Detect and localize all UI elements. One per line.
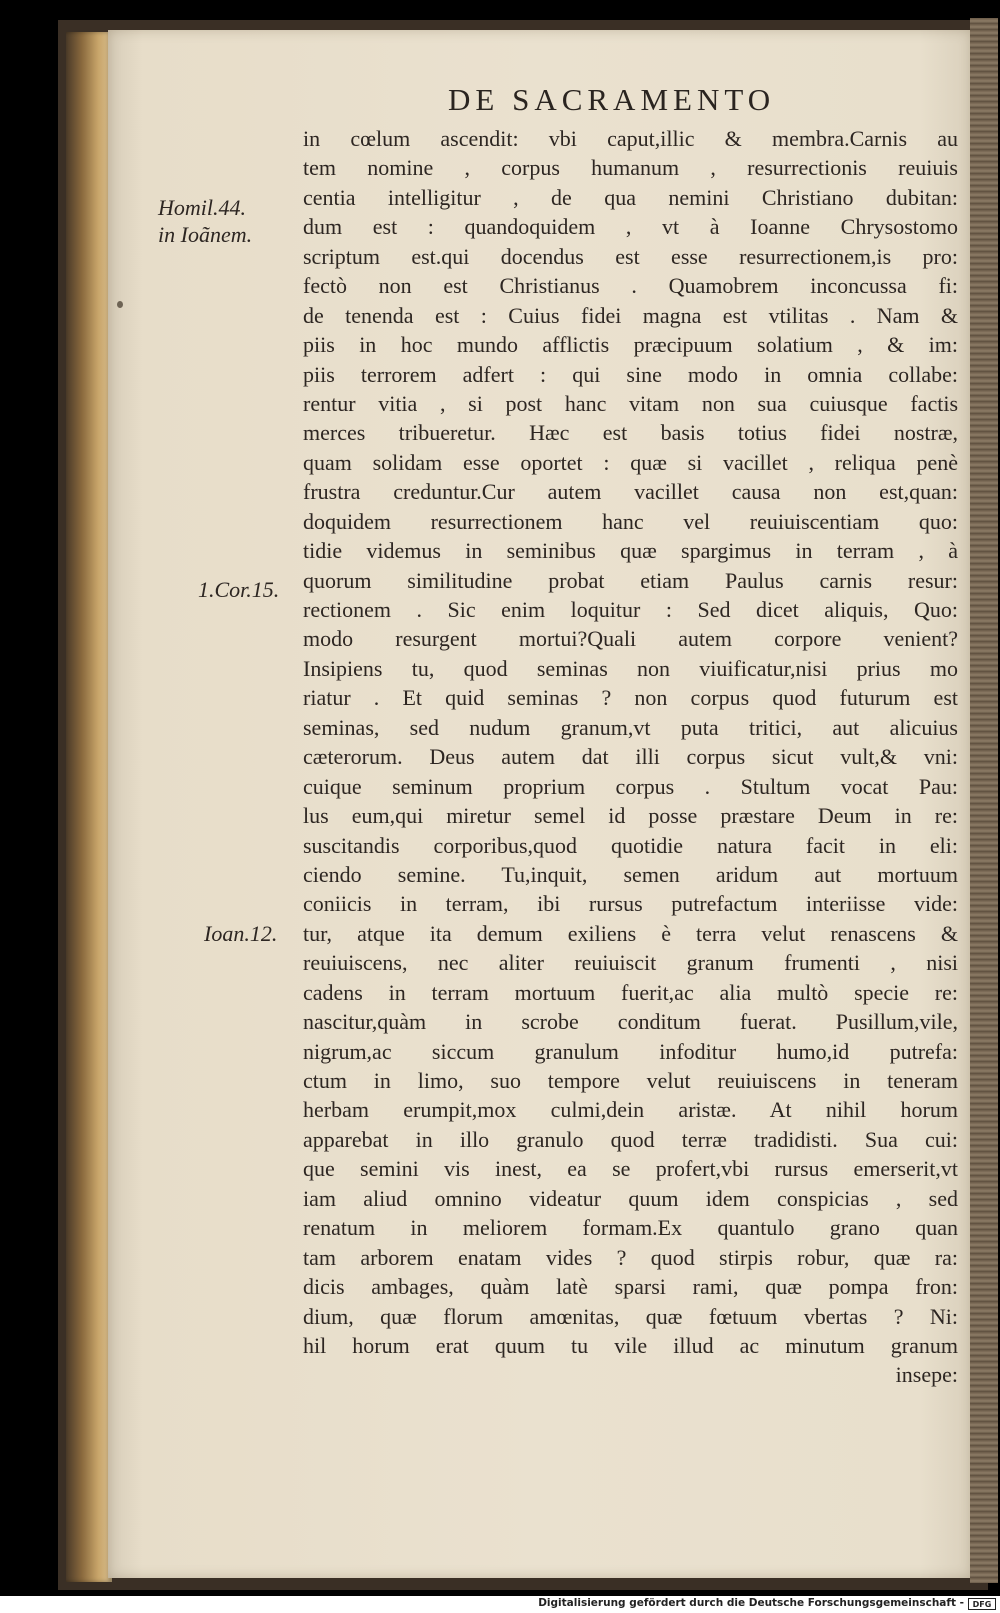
text-line: centia intelligitur , de qua nemini Christiano dubitan: [303,184,958,210]
text-line: tidie videmus in seminibus quæ spargimus in terram , à [303,538,958,564]
text-line: hil horum erat quum tu vile illud ac minutum granum [303,1332,958,1358]
text-line: ctum in limo, suo tempore velut reuiuiscens in teneram [303,1068,958,1093]
text-line: herbam erumpit,mox culmi,dein aristæ. At nihil horum [303,1097,958,1123]
body-text [303,124,958,1390]
text-line: ciendo semine. Tu,inquit, semen aridum aut mortuum [303,861,958,887]
text-line: merces tribueretur. Hæc est basis totius fidei nostræ, [303,420,958,446]
text-line: in cœlum ascendit: vbi caput,illic & membra.Carnis au [303,126,958,151]
text-line: cæterorum. Deus autem dat illi corpus sicut vult,& vni: [303,744,958,770]
text-line: Insipiens tu, quod seminas non viuificatur,nisi prius mo [303,655,958,681]
page-fore-edge [66,32,112,1582]
text-line: doquidem resurrectionem hanc vel reuiuiscentiam quo: [303,508,958,534]
text-line: cuique seminum proprium corpus . Stultum vocat Pau: [303,773,958,799]
text-line: cadens in terram mortuum fuerit,ac alia multò specie re: [303,979,958,1005]
text-line: dium, quæ florum amœnitas, quæ fœtuum vbertas ? Ni: [303,1303,958,1329]
text-line: fectò non est Christianus . Quamobrem inconcussa fi: [303,273,958,299]
text-line: scriptum est.qui docendus est esse resurrectionem,is pro: [303,243,958,269]
text-line: insepe: [895,1362,958,1388]
text-line: tur, atque ita demum exiliens è terra velut renascens & [303,920,958,946]
text-line: suscitandis corporibus,quod quotidie natura facit in eli: [303,832,958,858]
text-line: rentur vitia , si post hanc vitam non sua cuiusque factis [303,390,958,416]
text-line: quam solidam esse oportet : quæ si vacillet , reliqua penè [303,449,958,475]
dfg-logo: DFG [968,1598,996,1610]
text-line: lus eum,qui miretur semel id posse præstare Deum in re: [303,803,958,829]
running-head: DE SACRAMENTO [448,82,776,117]
text-line: dum est : quandoquidem , vt à Ioanne Chrysostomo [303,214,958,240]
margin-note-cor [198,576,279,603]
margin-note-line: 1.Cor.15. [198,577,280,602]
text-line: quorum similitudine probat etiam Paulus carnis resur: [303,567,958,593]
text-line: nigrum,ac siccum granulum infoditur humo,id putrefa: [303,1038,958,1064]
text-line: renatum in meliorem formam.Ex quantulo grano quan [303,1215,958,1241]
margin-note-ioan [204,920,277,947]
text-line: reuiuiscens, nec aliter reuiuiscit granum frumenti , nisi [303,950,958,976]
text-line: dicis ambages, quàm latè sparsi rami, quæ pompa fron: [303,1274,958,1300]
text-line: tam arborem enatam vides ? quod stirpis robur, quæ ra: [303,1244,958,1270]
margin-note-line: Homil.44. [158,195,246,220]
paper-speck [117,301,123,308]
text-line: riatur . Et quid seminas ? non corpus quod futurum est [303,685,958,711]
text-line: rectionem . Sic enim loquitur : Sed dicet aliquis, Quo: [303,597,958,622]
text-line: iam aliud omnino videatur quum idem conspicias , sed [303,1185,958,1211]
text-line: modo resurgent mortui?Quali autem corpore venient? [303,626,958,652]
text-line: seminas, sed nudum granum,vt puta tritici, aut alicuius [303,714,958,740]
book-spine-edge [970,18,998,1583]
text-line: de tenenda est : Cuius fidei magna est vtilitas . Nam & [303,302,958,328]
text-line: apparebat in illo granulo quod terræ tradidisti. Sua cui: [303,1126,958,1152]
text-line: piis terrorem adfert : qui sine modo in omnia collabe: [303,361,958,387]
margin-note-line: Ioan.12. [204,921,278,946]
footer-credit: Digitalisierung gefördert durch die Deutsche Forschungsgemeinschaft - [538,1597,964,1609]
margin-note-line: in Ioãnem. [158,222,253,247]
text-line: que semini vis inest, ea se profert,vbi rursus emerserit,vt [303,1156,958,1182]
text-line: coniicis in terram, ibi rursus putrefactum interiisse vide: [303,891,958,917]
text-line: tem nomine , corpus humanum , resurrectionis reuiuis [303,155,958,181]
text-line: frustra creduntur.Cur autem vacillet causa non est,quan: [303,479,958,505]
text-line: piis in hoc mundo afflictis præcipuum solatium , & im: [303,332,958,358]
text-line: nascitur,quàm in scrobe conditum fuerat. Pusillum,vile, [303,1009,958,1035]
margin-note-homil [158,194,252,248]
